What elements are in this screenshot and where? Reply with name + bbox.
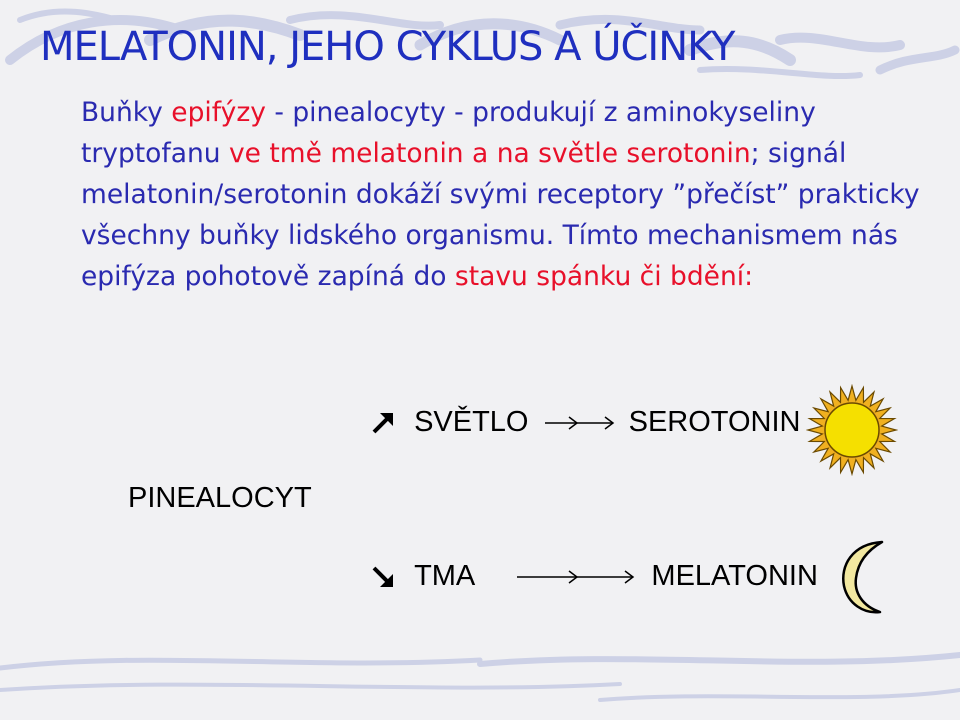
dark-condition: TMA — [414, 560, 476, 592]
light-condition: SVĚTLO — [414, 406, 529, 438]
body-paragraph — [81, 92, 921, 297]
light-row — [370, 406, 801, 439]
paragraph-segment: stavu spánku či bdění: — [454, 261, 754, 292]
dark-row — [370, 560, 818, 593]
dark-result: MELATONIN — [651, 560, 818, 592]
double-arrow-icon — [513, 565, 643, 589]
arrow-down-right-icon — [370, 564, 396, 590]
pinealocyt-label: PINEALOCYT — [128, 482, 312, 514]
paragraph-segment: ; signál melatonin/serotonin dokáží svými receptory ”přečíst” prakticky všechny buňky lidského organismu. Tímto mechanismem nás epifýza pohotově zapíná do — [81, 138, 920, 292]
arrow-up-right-icon — [370, 410, 396, 436]
paragraph-segment: epifýzy — [171, 97, 266, 128]
double-arrow-icon — [537, 411, 621, 435]
sun-icon — [806, 384, 898, 476]
paragraph-segment: Buňky — [81, 97, 172, 128]
paragraph-segment: ve tmě melatonin a na světle serotonin — [228, 138, 751, 169]
moon-icon — [834, 536, 890, 620]
slide-title: MELATONIN, JEHO CYKLUS A ÚČINKY — [40, 24, 735, 70]
light-result: SEROTONIN — [628, 406, 801, 438]
paragraph-segment: - pinealocyty - produkují z aminokyseliny tryptofanu — [81, 97, 816, 169]
